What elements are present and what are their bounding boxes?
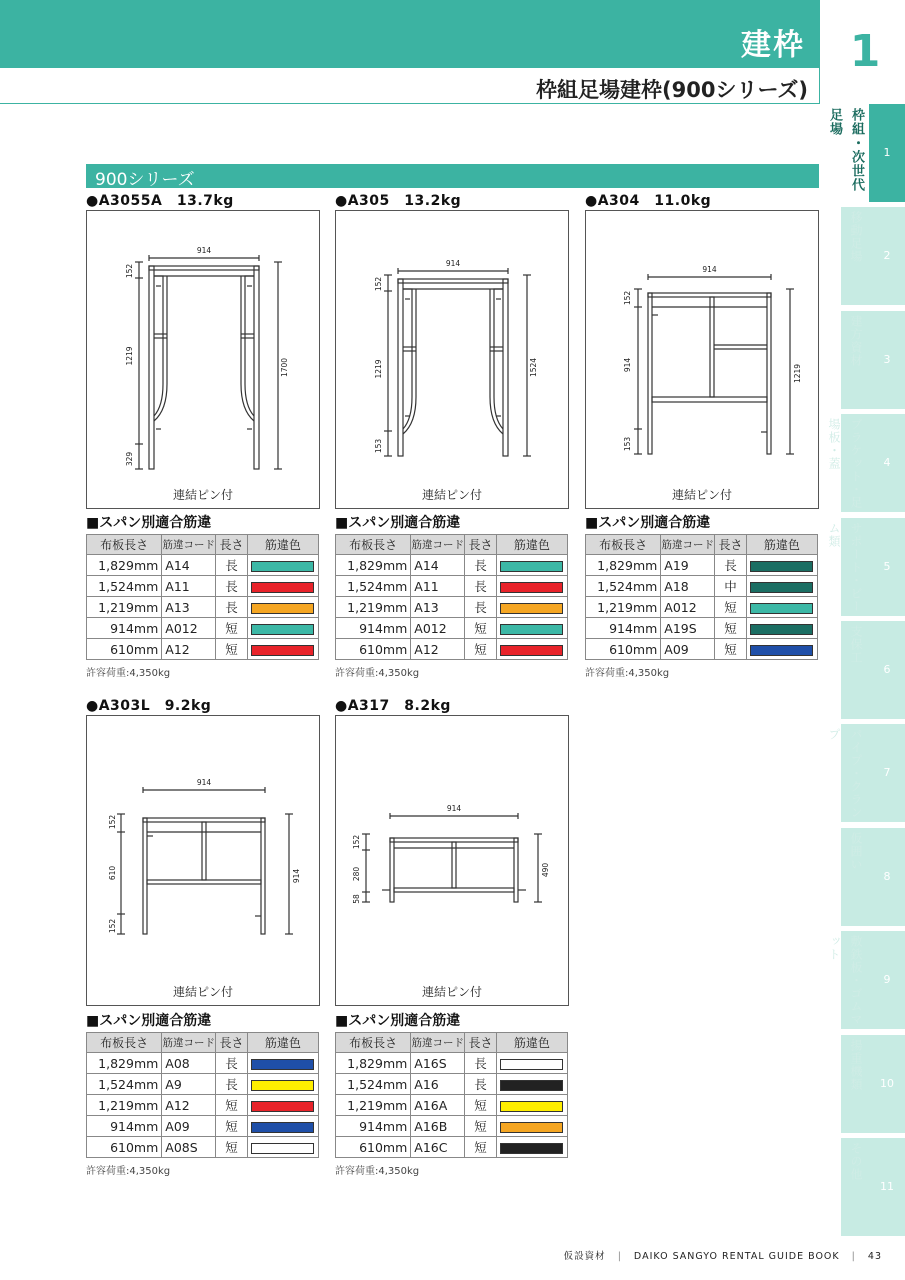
brace-table <box>335 534 568 660</box>
length-class-cell: 短 <box>465 1137 497 1158</box>
dimension-width: 914 <box>445 259 461 268</box>
pin-note: 連結ピン付 <box>421 985 482 999</box>
frame-diagram <box>336 211 568 478</box>
color-swatch <box>500 1122 563 1133</box>
table-row <box>336 1053 568 1074</box>
length-class-cell: 短 <box>715 597 747 618</box>
length-class-cell: 短 <box>216 1116 248 1137</box>
color-swatch <box>251 561 314 572</box>
length-class-cell: 長 <box>465 576 497 597</box>
color-swatch <box>251 1122 314 1133</box>
sidebar-tab-number: 5 <box>883 560 891 573</box>
plank-length-cell: 1,219mm <box>336 1095 411 1116</box>
plank-length-cell: 914mm <box>87 618 162 639</box>
table-header-row <box>87 1033 319 1053</box>
dimension-width: 914 <box>702 265 717 274</box>
sidebar-tab-label: 敷鉄板・ゴムマット <box>827 935 863 1026</box>
length-class-cell: 短 <box>216 1137 248 1158</box>
dimension-middle: 610 <box>108 865 117 881</box>
plank-length-cell: 1,524mm <box>87 1074 162 1095</box>
brace-color-cell <box>496 639 567 660</box>
brace-color-cell <box>496 1074 567 1095</box>
header-divider <box>0 103 820 104</box>
table-row <box>87 597 319 618</box>
brace-code-cell: A11 <box>162 576 216 597</box>
allowable-load: 許容荷重:4,350kg <box>335 668 420 679</box>
product-name: ●A304 11.0kg <box>585 193 712 209</box>
dimension-height: 1219 <box>793 363 802 384</box>
table-row <box>586 639 818 660</box>
plank-length-cell: 1,219mm <box>586 597 661 618</box>
dimension-height: 914 <box>292 868 301 884</box>
brace-code-cell: A13 <box>411 597 465 618</box>
color-swatch <box>750 561 813 572</box>
sidebar-tab-label: パイプ・クランプ <box>827 728 863 819</box>
brace-color-cell <box>496 1095 567 1116</box>
frame-diagram <box>336 716 568 975</box>
color-swatch <box>750 624 813 635</box>
plank-length-cell: 610mm <box>87 1137 162 1158</box>
footer-book-title: DAIKO SANGYO RENTAL GUIDE BOOK <box>633 1251 840 1262</box>
brace-table-title: ■スパン別適合筋違 <box>86 515 212 531</box>
length-class-cell: 長 <box>715 555 747 576</box>
table-header-cell: 布板長さ <box>336 1033 411 1053</box>
frame-drawing <box>384 268 531 456</box>
brace-code-cell: A19 <box>661 555 715 576</box>
sidebar-tab-number: 7 <box>883 766 891 779</box>
sidebar-tab-number: 8 <box>883 870 891 883</box>
brace-code-cell: A9 <box>162 1074 216 1095</box>
footer-page-number: 43 <box>867 1251 882 1262</box>
product-name: ●A3055A 13.7kg <box>86 193 234 209</box>
pin-note: 連結ピン付 <box>671 488 732 502</box>
table-row <box>87 1137 319 1158</box>
product-name: ●A317 8.2kg <box>335 698 451 714</box>
color-swatch <box>500 1059 563 1070</box>
plank-length-cell: 914mm <box>336 1116 411 1137</box>
table-header-cell: 筋違コード <box>411 1033 465 1053</box>
brace-table-title: ■スパン別適合筋違 <box>335 515 461 531</box>
color-swatch <box>750 603 813 614</box>
brace-code-cell: A16S <box>411 1053 465 1074</box>
brace-code-cell: A08S <box>162 1137 216 1158</box>
brace-code-cell: A012 <box>162 618 216 639</box>
brace-color-cell <box>247 1074 318 1095</box>
table-row <box>87 639 319 660</box>
product-name: ●A305 13.2kg <box>335 193 462 209</box>
table-row <box>87 1095 319 1116</box>
brace-color-cell <box>247 1137 318 1158</box>
table-row <box>586 555 818 576</box>
pin-note: 連結ピン付 <box>172 985 233 999</box>
brace-color-cell <box>247 555 318 576</box>
table-row <box>336 555 568 576</box>
page-title: 建枠 <box>741 28 805 63</box>
plank-length-cell: 1,829mm <box>87 1053 162 1074</box>
brace-table-title: ■スパン別適合筋違 <box>86 1013 212 1029</box>
brace-color-cell <box>746 576 817 597</box>
color-swatch <box>500 561 563 572</box>
brace-code-cell: A12 <box>411 639 465 660</box>
plank-length-cell: 1,219mm <box>336 597 411 618</box>
brace-table-title: ■スパン別適合筋違 <box>585 515 711 531</box>
frame-diagram-box <box>86 210 320 509</box>
plank-length-cell: 1,524mm <box>336 576 411 597</box>
length-class-cell: 長 <box>465 555 497 576</box>
table-header-cell: 布板長さ <box>336 535 411 555</box>
table-header-row <box>87 535 319 555</box>
table-row <box>336 1137 568 1158</box>
sidebar-tab-label: 仮囲い <box>849 832 863 871</box>
table-header-cell: 長さ <box>216 535 248 555</box>
color-swatch <box>251 1101 314 1112</box>
frame-diagram-box <box>335 715 569 1006</box>
frame-drawing <box>135 255 282 469</box>
length-class-cell: 短 <box>715 618 747 639</box>
brace-table <box>585 534 818 660</box>
color-swatch <box>500 1080 563 1091</box>
sidebar-tab-label: 移動足場 <box>849 211 863 263</box>
table-header-cell: 長さ <box>465 535 497 555</box>
allowable-load: 許容荷重:4,350kg <box>86 668 171 679</box>
frame-diagram-box <box>585 210 819 509</box>
brace-color-cell <box>496 1053 567 1074</box>
plank-length-cell: 1,829mm <box>336 1053 411 1074</box>
sidebar-tab-number: 10 <box>880 1077 894 1090</box>
footer: 仮設資材 | DAIKO SANGYO RENTAL GUIDE BOOK | 43 <box>563 1251 882 1262</box>
table-header-cell: 筋違色 <box>247 535 318 555</box>
plank-length-cell: 914mm <box>87 1116 162 1137</box>
color-swatch <box>251 624 314 635</box>
color-swatch <box>251 603 314 614</box>
sidebar-tab-label: サポート・ビーム類 <box>827 522 863 613</box>
dimension-middle: 280 <box>352 866 361 882</box>
table-header-cell: 筋違コード <box>411 535 465 555</box>
dimension-width: 914 <box>196 778 212 787</box>
table-header-cell: 筋違コード <box>162 535 216 555</box>
series-title: 900シリーズ <box>95 170 195 190</box>
length-class-cell: 短 <box>465 639 497 660</box>
brace-color-cell <box>496 618 567 639</box>
sidebar-tab-1[interactable] <box>869 104 905 202</box>
series-bar <box>86 164 819 188</box>
color-swatch <box>500 1101 563 1112</box>
brace-color-cell <box>247 618 318 639</box>
color-swatch <box>251 1143 314 1154</box>
table-row <box>586 597 818 618</box>
table-header-cell: 布板長さ <box>586 535 661 555</box>
frame-diagram-box <box>335 210 569 509</box>
color-swatch <box>251 1080 314 1091</box>
color-swatch <box>500 645 563 656</box>
chapter-number: 1 <box>849 26 881 77</box>
allowable-load: 許容荷重:4,350kg <box>86 1166 171 1177</box>
table-header-cell: 筋違色 <box>496 535 567 555</box>
brace-color-cell <box>247 1095 318 1116</box>
frame-drawing <box>117 787 293 934</box>
table-header-cell: 長さ <box>465 1033 497 1053</box>
frame-drawing <box>362 813 542 902</box>
table-row <box>87 1116 319 1137</box>
plank-length-cell: 1,829mm <box>586 555 661 576</box>
brace-code-cell: A19S <box>661 618 715 639</box>
length-class-cell: 長 <box>216 1074 248 1095</box>
dimension-middle: 1219 <box>374 359 383 379</box>
table-row <box>87 576 319 597</box>
page-subtitle: 枠組足場建枠(900シリーズ) <box>536 78 808 102</box>
footer-category: 仮設資材 <box>563 1251 606 1262</box>
color-swatch <box>500 603 563 614</box>
plank-length-cell: 1,524mm <box>586 576 661 597</box>
brace-table-title: ■スパン別適合筋違 <box>335 1013 461 1029</box>
frame-diagram-box <box>86 715 320 1006</box>
plank-length-cell: 610mm <box>336 1137 411 1158</box>
frame-diagram <box>87 716 319 975</box>
dimension-bottom: 58 <box>352 894 361 904</box>
brace-code-cell: A012 <box>661 597 715 618</box>
table-row <box>87 555 319 576</box>
pin-note: 連結ピン付 <box>172 488 233 502</box>
table-row <box>586 576 818 597</box>
sidebar-tab-number: 1 <box>883 146 891 159</box>
dimension-bottom: 153 <box>623 436 632 452</box>
length-class-cell: 短 <box>465 618 497 639</box>
brace-code-cell: A12 <box>162 639 216 660</box>
dimension-height: 1700 <box>280 357 289 378</box>
table-row <box>336 576 568 597</box>
brace-color-cell <box>746 618 817 639</box>
sidebar-tab-label: その他 <box>849 1142 863 1181</box>
plank-length-cell: 1,524mm <box>336 1074 411 1095</box>
length-class-cell: 長 <box>216 597 248 618</box>
table-row <box>87 1074 319 1095</box>
table-header-row <box>336 535 568 555</box>
dimension-top: 152 <box>352 834 361 850</box>
table-row <box>336 1116 568 1137</box>
brace-code-cell: A12 <box>162 1095 216 1116</box>
color-swatch <box>750 582 813 593</box>
table-row <box>87 618 319 639</box>
brace-code-cell: A16B <box>411 1116 465 1137</box>
length-class-cell: 長 <box>216 1053 248 1074</box>
plank-length-cell: 1,219mm <box>87 597 162 618</box>
brace-color-cell <box>496 597 567 618</box>
brace-color-cell <box>496 1137 567 1158</box>
table-header-row <box>336 1033 568 1053</box>
plank-length-cell: 1,829mm <box>87 555 162 576</box>
table-header-cell: 長さ <box>715 535 747 555</box>
length-class-cell: 短 <box>715 639 747 660</box>
color-swatch <box>500 624 563 635</box>
brace-code-cell: A16C <box>411 1137 465 1158</box>
table-row <box>336 618 568 639</box>
length-class-cell: 短 <box>465 1116 497 1137</box>
length-class-cell: 長 <box>465 597 497 618</box>
brace-color-cell <box>247 1053 318 1074</box>
brace-color-cell <box>496 555 567 576</box>
table-header-cell: 布板長さ <box>87 1033 162 1053</box>
dimension-bottom: 152 <box>108 918 117 934</box>
plank-length-cell: 914mm <box>586 618 661 639</box>
brace-color-cell <box>247 597 318 618</box>
table-header-cell: 筋違色 <box>746 535 817 555</box>
brace-code-cell: A11 <box>411 576 465 597</box>
brace-color-cell <box>746 555 817 576</box>
color-swatch <box>251 1059 314 1070</box>
plank-length-cell: 1,829mm <box>336 555 411 576</box>
header-band <box>0 0 820 68</box>
dimension-top: 152 <box>623 290 632 306</box>
length-class-cell: 短 <box>465 1095 497 1116</box>
sidebar-tab-number: 3 <box>883 353 891 366</box>
brace-code-cell: A14 <box>411 555 465 576</box>
length-class-cell: 短 <box>216 1095 248 1116</box>
dimension-top: 152 <box>374 276 383 292</box>
table-row <box>87 1053 319 1074</box>
frame-drawing <box>634 274 794 454</box>
brace-table <box>86 1032 319 1158</box>
brace-code-cell: A14 <box>162 555 216 576</box>
length-class-cell: 短 <box>216 639 248 660</box>
color-swatch <box>500 1143 563 1154</box>
sidebar-tab-number: 4 <box>883 456 891 469</box>
table-row <box>336 1095 568 1116</box>
product-name: ●A303L 9.2kg <box>86 698 212 714</box>
dimension-height: 490 <box>541 862 550 878</box>
allowable-load: 許容荷重:4,350kg <box>335 1166 420 1177</box>
dimension-bottom: 153 <box>374 438 383 454</box>
frame-diagram <box>586 211 818 478</box>
table-row <box>336 597 568 618</box>
sidebar-tab-label: ブラケット・足場板・蓋 <box>827 418 863 509</box>
sidebar-tab-number: 2 <box>883 249 891 262</box>
brace-color-cell <box>746 639 817 660</box>
brace-table <box>86 534 319 660</box>
dimension-middle: 1219 <box>125 346 134 366</box>
brace-color-cell <box>247 576 318 597</box>
table-header-cell: 筋違コード <box>661 535 715 555</box>
sidebar-tab-number: 9 <box>883 973 891 986</box>
dimension-width: 914 <box>196 246 212 255</box>
table-header-cell: 筋違コード <box>162 1033 216 1053</box>
length-class-cell: 長 <box>216 555 248 576</box>
brace-code-cell: A16A <box>411 1095 465 1116</box>
plank-length-cell: 610mm <box>87 639 162 660</box>
dimension-top: 152 <box>125 263 134 279</box>
brace-code-cell: A16 <box>411 1074 465 1095</box>
table-header-cell: 長さ <box>216 1033 248 1053</box>
table-header-cell: 筋違色 <box>247 1033 318 1053</box>
sidebar-tab-label: 枠組・次世代足場 <box>827 108 864 192</box>
plank-length-cell: 610mm <box>586 639 661 660</box>
brace-color-cell <box>247 639 318 660</box>
table-row <box>336 1074 568 1095</box>
brace-code-cell: A18 <box>661 576 715 597</box>
length-class-cell: 長 <box>465 1053 497 1074</box>
table-header-cell: 布板長さ <box>87 535 162 555</box>
plank-length-cell: 1,524mm <box>87 576 162 597</box>
dimension-middle: 914 <box>623 357 632 373</box>
sidebar-tab-label: 支保工 <box>849 625 863 664</box>
table-row <box>586 618 818 639</box>
length-class-cell: 長 <box>216 576 248 597</box>
color-swatch <box>251 582 314 593</box>
brace-code-cell: A13 <box>162 597 216 618</box>
brace-table <box>335 1032 568 1158</box>
color-swatch <box>500 582 563 593</box>
dimension-height: 1524 <box>529 357 538 378</box>
length-class-cell: 長 <box>465 1074 497 1095</box>
brace-color-cell <box>496 576 567 597</box>
dimension-width: 914 <box>446 804 462 813</box>
brace-color-cell <box>746 597 817 618</box>
table-row <box>336 639 568 660</box>
brace-code-cell: A08 <box>162 1053 216 1074</box>
length-class-cell: 短 <box>216 618 248 639</box>
table-header-cell: 筋違色 <box>496 1033 567 1053</box>
header-vertical-divider <box>819 0 820 104</box>
sidebar-tab-number: 11 <box>880 1180 894 1193</box>
table-header-row <box>586 535 818 555</box>
length-class-cell: 中 <box>715 576 747 597</box>
sidebar-tab-label: 建方資材 <box>849 315 863 367</box>
dimension-top: 152 <box>108 814 117 830</box>
color-swatch <box>750 645 813 656</box>
sidebar-tab-number: 6 <box>883 663 891 676</box>
sidebar-tab-label: 揚重機類 <box>849 1039 863 1091</box>
brace-color-cell <box>247 1116 318 1137</box>
brace-code-cell: A012 <box>411 618 465 639</box>
dimension-bottom: 329 <box>125 451 134 467</box>
brace-code-cell: A09 <box>162 1116 216 1137</box>
brace-color-cell <box>496 1116 567 1137</box>
color-swatch <box>251 645 314 656</box>
plank-length-cell: 1,219mm <box>87 1095 162 1116</box>
frame-diagram <box>87 211 319 478</box>
allowable-load: 許容荷重:4,350kg <box>585 668 670 679</box>
pin-note: 連結ピン付 <box>421 488 482 502</box>
brace-code-cell: A09 <box>661 639 715 660</box>
plank-length-cell: 914mm <box>336 618 411 639</box>
plank-length-cell: 610mm <box>336 639 411 660</box>
